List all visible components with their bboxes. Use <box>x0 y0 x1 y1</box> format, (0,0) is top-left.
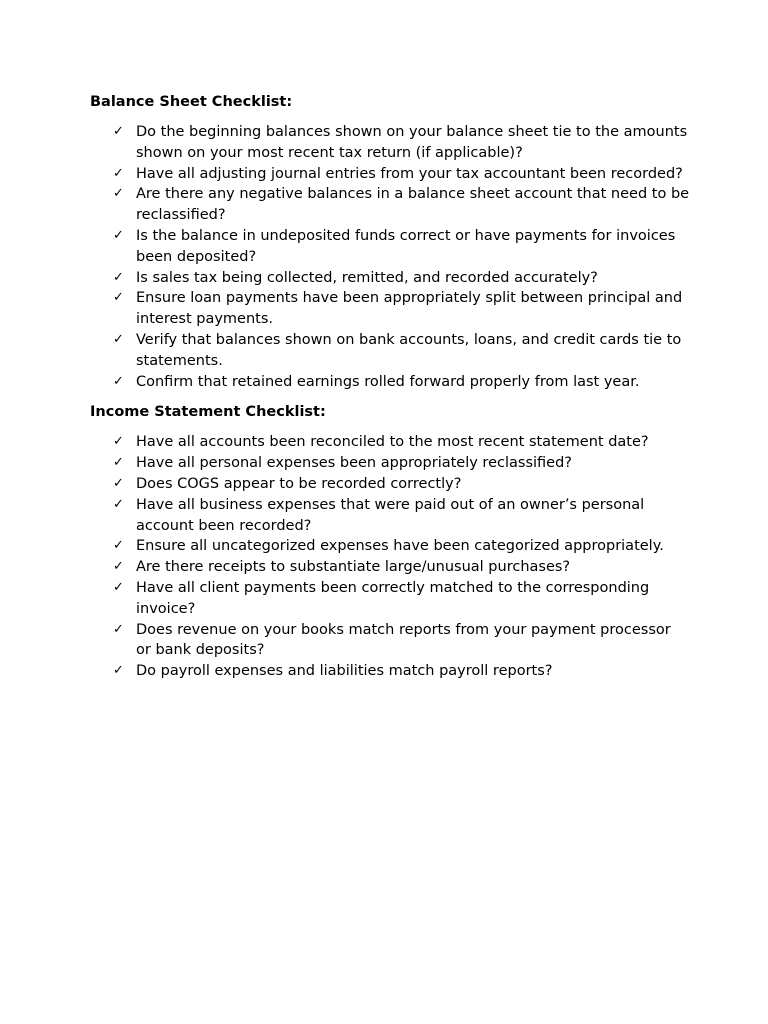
list-item-text: Are there receipts to substantiate large/unusual purchases? <box>136 559 571 576</box>
list-item <box>90 474 690 495</box>
list-item <box>90 453 690 474</box>
list-item <box>90 226 690 268</box>
checkmark-icon: ✓ <box>113 290 124 306</box>
list-item <box>90 557 690 578</box>
checkmark-icon: ✓ <box>113 475 124 491</box>
list-item-text: Have all client payments been correctly matched to the corresponding invoice? <box>136 579 650 617</box>
checkmark-icon: ✓ <box>113 455 124 471</box>
list-item <box>90 578 690 620</box>
checkmark-icon: ✓ <box>113 331 124 347</box>
section-heading: Balance Sheet Checklist: <box>90 94 293 110</box>
balance-sheet-section <box>90 92 690 392</box>
list-item <box>90 122 690 164</box>
list-item <box>90 495 690 537</box>
list-item-text: Ensure loan payments have been appropriately split between principal and interest payments. <box>136 290 683 328</box>
list-item <box>90 620 690 662</box>
checkmark-icon: ✓ <box>113 621 124 637</box>
checkmark-icon: ✓ <box>113 579 124 595</box>
list-item-text: Does COGS appear to be recorded correctly? <box>136 475 462 492</box>
checklist <box>90 432 690 682</box>
checkmark-icon: ✓ <box>113 538 124 554</box>
list-item-text: Have all adjusting journal entries from your tax accountant been recorded? <box>136 165 683 182</box>
list-item <box>90 184 690 226</box>
list-item <box>90 330 690 372</box>
list-item <box>90 661 690 682</box>
checkmark-icon: ✓ <box>113 165 124 181</box>
income-statement-section <box>90 402 690 682</box>
list-item-text: Is the balance in undeposited funds correct or have payments for invoices been deposited? <box>136 227 676 265</box>
checkmark-icon: ✓ <box>113 269 124 285</box>
list-item-text: Verify that balances shown on bank accounts, loans, and credit cards tie to statements. <box>136 331 682 369</box>
list-item-text: Are there any negative balances in a balance sheet account that need to be reclassified? <box>136 186 690 224</box>
checkmark-icon: ✓ <box>113 124 124 139</box>
list-item-text: Does revenue on your books match reports from your payment processor or bank deposits? <box>136 621 671 659</box>
section-heading: Income Statement Checklist: <box>90 404 326 421</box>
checkmark-icon: ✓ <box>113 559 124 575</box>
list-item <box>90 432 690 453</box>
checkmark-icon: ✓ <box>113 373 124 389</box>
list-item-text: Have all business expenses that were paid out of an owner’s personal account been recorded? <box>136 496 645 534</box>
list-item-text: Confirm that retained earnings rolled forward properly from last year. <box>136 373 640 390</box>
checkmark-icon: ✓ <box>113 434 124 450</box>
list-item-text: Have all personal expenses been appropriately reclassified? <box>136 455 572 472</box>
list-item-text: Do the beginning balances shown on your balance sheet tie to the amounts shown on your most recent tax return (if applicable)? <box>136 124 688 161</box>
list-item <box>90 372 690 393</box>
list-item <box>90 288 690 330</box>
checkmark-icon: ✓ <box>113 663 124 679</box>
list-item <box>90 164 690 185</box>
list-item-text: Is sales tax being collected, remitted, and recorded accurately? <box>136 269 598 286</box>
list-item-text: Do payroll expenses and liabilities match payroll reports? <box>136 663 553 680</box>
checkmark-icon: ✓ <box>113 227 124 243</box>
list-item <box>90 268 690 289</box>
list-item-text: Ensure all uncategorized expenses have been categorized appropriately. <box>136 538 664 555</box>
list-item <box>90 536 690 557</box>
checklist <box>90 122 690 392</box>
checkmark-icon: ✓ <box>113 496 124 512</box>
document-page <box>90 92 690 692</box>
checkmark-icon: ✓ <box>113 186 124 202</box>
list-item-text: Have all accounts been reconciled to the most recent statement date? <box>136 434 649 451</box>
